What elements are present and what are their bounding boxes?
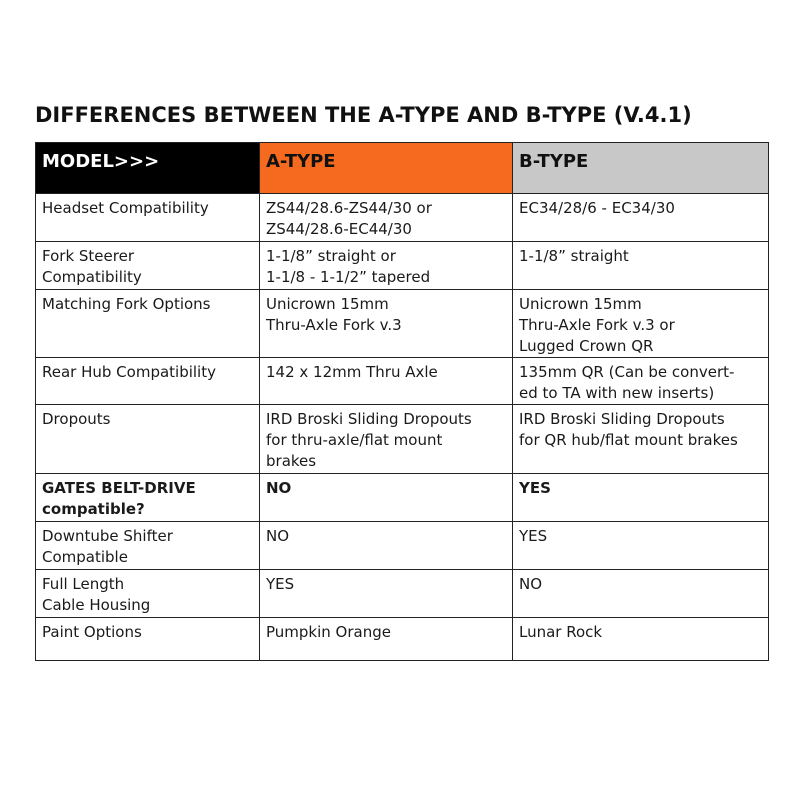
page-title: DIFFERENCES BETWEEN THE A-TYPE AND B-TYPE (V.4.1) <box>35 103 692 127</box>
b-type-cell: Lunar Rock <box>513 618 769 661</box>
b-type-cell: Unicrown 15mm Thru-Axle Fork v.3 or Lugged Crown QR <box>513 290 769 358</box>
b-type-cell: IRD Broski Sliding Dropouts for QR hub/flat mount brakes <box>513 405 769 474</box>
feature-cell: Matching Fork Options <box>36 290 260 358</box>
header-a-type: A-TYPE <box>260 143 513 194</box>
table-header-row <box>36 143 769 194</box>
table-row <box>36 618 769 661</box>
table-row <box>36 405 769 474</box>
table-row <box>36 290 769 358</box>
a-type-cell: NO <box>260 522 513 570</box>
table-row <box>36 522 769 570</box>
b-type-cell: NO <box>513 570 769 618</box>
feature-cell: Rear Hub Compatibility <box>36 358 260 405</box>
feature-cell: Downtube Shifter Compatible <box>36 522 260 570</box>
table-row <box>36 242 769 290</box>
b-type-cell: EC34/28/6 - EC34/30 <box>513 194 769 242</box>
table-row <box>36 570 769 618</box>
feature-cell: Paint Options <box>36 618 260 661</box>
a-type-cell: NO <box>260 474 513 522</box>
a-type-cell: YES <box>260 570 513 618</box>
b-type-cell: YES <box>513 522 769 570</box>
a-type-cell: IRD Broski Sliding Dropouts for thru-axle/flat mount brakes <box>260 405 513 474</box>
feature-cell: Fork Steerer Compatibility <box>36 242 260 290</box>
feature-cell: Headset Compatibility <box>36 194 260 242</box>
feature-cell: Full Length Cable Housing <box>36 570 260 618</box>
b-type-cell: 1-1/8” straight <box>513 242 769 290</box>
header-b-type: B-TYPE <box>513 143 769 194</box>
table-row <box>36 358 769 405</box>
a-type-cell: ZS44/28.6-ZS44/30 or ZS44/28.6-EC44/30 <box>260 194 513 242</box>
header-model: MODEL>>> <box>36 143 260 194</box>
a-type-cell: 142 x 12mm Thru Axle <box>260 358 513 405</box>
table-row <box>36 194 769 242</box>
feature-cell: GATES BELT-DRIVE compatible? <box>36 474 260 522</box>
a-type-cell: Pumpkin Orange <box>260 618 513 661</box>
table-row <box>36 474 769 522</box>
a-type-cell: 1-1/8” straight or 1-1/8 - 1-1/2” tapered <box>260 242 513 290</box>
comparison-table <box>35 142 769 661</box>
b-type-cell: 135mm QR (Can be convert- ed to TA with new inserts) <box>513 358 769 405</box>
a-type-cell: Unicrown 15mm Thru-Axle Fork v.3 <box>260 290 513 358</box>
feature-cell: Dropouts <box>36 405 260 474</box>
b-type-cell: YES <box>513 474 769 522</box>
